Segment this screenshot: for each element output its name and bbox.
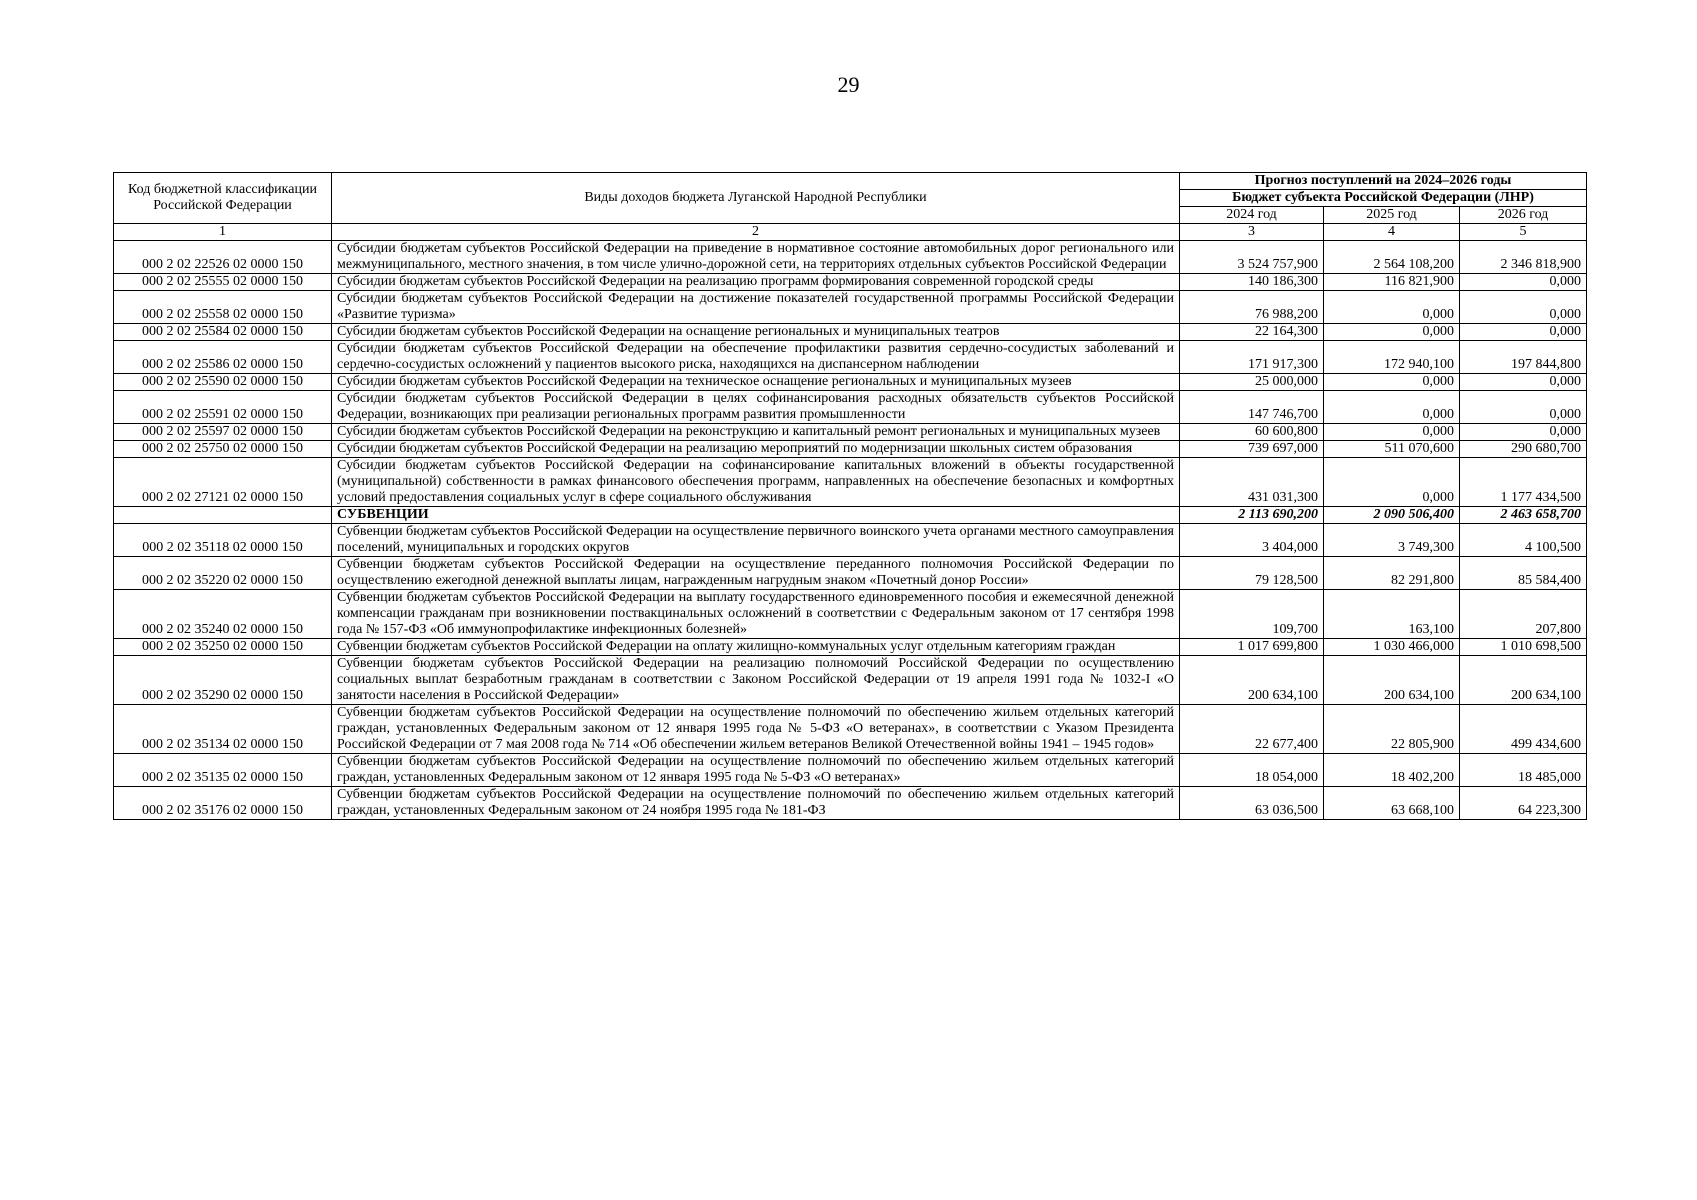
budget-code-cell: 000 2 02 35176 02 0000 150	[114, 787, 332, 820]
value-2025-cell: 0,000	[1324, 424, 1460, 441]
value-2025-cell: 163,100	[1324, 590, 1460, 639]
column-number: 1	[114, 224, 332, 241]
value-2025-cell: 2 564 108,200	[1324, 241, 1460, 274]
revenue-description-cell: Субсидии бюджетам субъектов Российской Федерации на оснащение региональных и муниципальных театров	[332, 324, 1180, 341]
table-row	[114, 787, 1587, 820]
header-year-2025: 2025 год	[1324, 207, 1460, 224]
revenue-description-cell: Субсидии бюджетам субъектов Российской Федерации на обеспечение профилактики развития сердечно-сосудистых заболеваний и сердечно-сосудистых осложнений у пациентов высокого риска, находящихся на диспансерном наблюдении	[332, 341, 1180, 374]
table-row	[114, 557, 1587, 590]
value-2024-cell: 18 054,000	[1180, 754, 1324, 787]
value-2025-cell: 18 402,200	[1324, 754, 1460, 787]
header-year-2024: 2024 год	[1180, 207, 1324, 224]
value-2025-cell: 200 634,100	[1324, 656, 1460, 705]
header-code: Код бюджетной классификации Российской Федерации	[114, 173, 332, 224]
header-budget: Бюджет субъекта Российской Федерации (ЛНР)	[1180, 190, 1587, 207]
page-number: 29	[837, 72, 860, 97]
revenue-description-cell: Субсидии бюджетам субъектов Российской Федерации на приведение в нормативное состояние автомобильных дорог регионального или межмуниципального, местного значения, в том числе улично-дорожной сети, на территориях отдельных субъектов Российской Федерации	[332, 241, 1180, 274]
value-2026-cell: 0,000	[1460, 424, 1587, 441]
table-row	[114, 241, 1587, 274]
table-row	[114, 590, 1587, 639]
value-2026-cell: 4 100,500	[1460, 524, 1587, 557]
value-2024-cell: 79 128,500	[1180, 557, 1324, 590]
revenue-description-cell: Субсидии бюджетам субъектов Российской Федерации на реализацию мероприятий по модернизации школьных систем образования	[332, 441, 1180, 458]
section-row	[114, 507, 1587, 524]
table-row	[114, 754, 1587, 787]
value-2026-cell: 207,800	[1460, 590, 1587, 639]
revenue-description-cell: Субвенции бюджетам субъектов Российской Федерации на осуществление полномочий по обеспечению жильем отдельных категорий граждан, установленных Федеральным законом от 24 ноября 1995 года № 181-ФЗ	[332, 787, 1180, 820]
value-2025-cell: 82 291,800	[1324, 557, 1460, 590]
table-row	[114, 441, 1587, 458]
budget-revenue-table	[113, 172, 1587, 820]
budget-code-cell: 000 2 02 25590 02 0000 150	[114, 374, 332, 391]
budget-code-cell: 000 2 02 35134 02 0000 150	[114, 705, 332, 754]
value-2026-cell: 0,000	[1460, 374, 1587, 391]
value-2024-cell: 140 186,300	[1180, 274, 1324, 291]
value-2024-cell: 1 017 699,800	[1180, 639, 1324, 656]
value-2025-cell: 3 749,300	[1324, 524, 1460, 557]
table-row	[114, 524, 1587, 557]
table-row	[114, 391, 1587, 424]
revenue-description-cell: Субсидии бюджетам субъектов Российской Федерации на софинансирование капитальных вложений в объекты государственной (муниципальной) собственности в рамках финансового обеспечения программ, направленных на обеспечение безопасных и комфортных условий предоставления социальных услуг в сфере социального обслуживания	[332, 458, 1180, 507]
value-2026-cell: 1 010 698,500	[1460, 639, 1587, 656]
table-row	[114, 639, 1587, 656]
budget-code-cell: 000 2 02 25584 02 0000 150	[114, 324, 332, 341]
value-2026-cell: 2 346 818,900	[1460, 241, 1587, 274]
header-year-2026: 2026 год	[1460, 207, 1587, 224]
budget-code-cell: 000 2 02 25750 02 0000 150	[114, 441, 332, 458]
value-2024-cell: 147 746,700	[1180, 391, 1324, 424]
budget-code-cell: 000 2 02 35118 02 0000 150	[114, 524, 332, 557]
header-revenue-type: Виды доходов бюджета Луганской Народной Республики	[332, 173, 1180, 224]
value-2024-cell: 431 031,300	[1180, 458, 1324, 507]
value-2026-cell: 0,000	[1460, 291, 1587, 324]
value-2025-cell: 0,000	[1324, 391, 1460, 424]
revenue-description-cell: Субвенции бюджетам субъектов Российской Федерации на оплату жилищно-коммунальных услуг отдельным категориям граждан	[332, 639, 1180, 656]
column-number: 2	[332, 224, 1180, 241]
table-row	[114, 341, 1587, 374]
header-forecast: Прогноз поступлений на 2024–2026 годы	[1180, 173, 1587, 190]
value-2024-cell: 739 697,000	[1180, 441, 1324, 458]
value-2026-cell: 197 844,800	[1460, 341, 1587, 374]
value-2026-cell: 0,000	[1460, 274, 1587, 291]
table-row	[114, 458, 1587, 507]
table-body	[114, 241, 1587, 820]
revenue-description-cell: Субвенции бюджетам субъектов Российской Федерации на реализацию полномочий Российской Федерации по осуществлению социальных выплат безработным гражданам в соответствии с Законом Российской Федерации от 19 апреля 1991 года № 1032-I «О занятости населения в Российской Федерации»	[332, 656, 1180, 705]
revenue-description-cell: Субвенции бюджетам субъектов Российской Федерации на выплату государственного единовременного пособия и ежемесячной денежной компенсации гражданам при возникновении поствакцинальных осложнений в соответствии с Федеральным законом от 17 сентября 1998 года № 157-ФЗ «Об иммунопрофилактике инфекционных болезней»	[332, 590, 1180, 639]
revenue-description-cell: Субсидии бюджетам субъектов Российской Федерации в целях софинансирования расходных обязательств субъектов Российской Федерации, возникающих при реализации региональных программ развития промышленности	[332, 391, 1180, 424]
value-2026-cell: 64 223,300	[1460, 787, 1587, 820]
table-row	[114, 705, 1587, 754]
revenue-description-cell: СУБВЕНЦИИ	[332, 507, 1180, 524]
table-row	[114, 324, 1587, 341]
value-2026-cell: 1 177 434,500	[1460, 458, 1587, 507]
value-2025-cell: 0,000	[1324, 374, 1460, 391]
value-2024-cell: 109,700	[1180, 590, 1324, 639]
value-2024-cell: 2 113 690,200	[1180, 507, 1324, 524]
value-2024-cell: 63 036,500	[1180, 787, 1324, 820]
budget-code-cell: 000 2 02 25597 02 0000 150	[114, 424, 332, 441]
column-number: 3	[1180, 224, 1324, 241]
value-2025-cell: 0,000	[1324, 291, 1460, 324]
table-row	[114, 424, 1587, 441]
budget-code-cell: 000 2 02 35220 02 0000 150	[114, 557, 332, 590]
value-2025-cell: 63 668,100	[1324, 787, 1460, 820]
value-2025-cell: 0,000	[1324, 458, 1460, 507]
budget-code-cell: 000 2 02 25555 02 0000 150	[114, 274, 332, 291]
value-2025-cell: 511 070,600	[1324, 441, 1460, 458]
value-2024-cell: 171 917,300	[1180, 341, 1324, 374]
value-2026-cell: 85 584,400	[1460, 557, 1587, 590]
value-2026-cell: 499 434,600	[1460, 705, 1587, 754]
column-number-row	[114, 224, 1587, 241]
value-2025-cell: 1 030 466,000	[1324, 639, 1460, 656]
value-2024-cell: 25 000,000	[1180, 374, 1324, 391]
budget-code-cell: 000 2 02 27121 02 0000 150	[114, 458, 332, 507]
table-row	[114, 291, 1587, 324]
revenue-description-cell: Субвенции бюджетам субъектов Российской Федерации на осуществление полномочий по обеспечению жильем отдельных категорий граждан, установленных Федеральным законом от 12 января 1995 года № 5-ФЗ «О ветеранах»	[332, 754, 1180, 787]
value-2024-cell: 3 404,000	[1180, 524, 1324, 557]
revenue-description-cell: Субсидии бюджетам субъектов Российской Федерации на реализацию программ формирования современной городской среды	[332, 274, 1180, 291]
value-2025-cell: 172 940,100	[1324, 341, 1460, 374]
value-2024-cell: 200 634,100	[1180, 656, 1324, 705]
value-2026-cell: 200 634,100	[1460, 656, 1587, 705]
budget-code-cell: 000 2 02 25591 02 0000 150	[114, 391, 332, 424]
value-2026-cell: 18 485,000	[1460, 754, 1587, 787]
column-number: 5	[1460, 224, 1587, 241]
revenue-description-cell: Субсидии бюджетам субъектов Российской Федерации на реконструкцию и капитальный ремонт региональных и муниципальных музеев	[332, 424, 1180, 441]
value-2025-cell: 116 821,900	[1324, 274, 1460, 291]
value-2026-cell: 0,000	[1460, 391, 1587, 424]
table-row	[114, 656, 1587, 705]
revenue-description-cell: Субвенции бюджетам субъектов Российской Федерации на осуществление полномочий по обеспечению жильем отдельных категорий граждан, установленных Федеральным законом от 12 января 1995 года № 5-ФЗ «О ветеранах», в соответствии с Указом Президента Российской Федерации от 7 мая 2008 года № 714 «Об обеспечении жильем ветеранов Великой Отечественной войны 1941 – 1945 годов»	[332, 705, 1180, 754]
budget-code-cell: 000 2 02 22526 02 0000 150	[114, 241, 332, 274]
value-2024-cell: 76 988,200	[1180, 291, 1324, 324]
value-2025-cell: 2 090 506,400	[1324, 507, 1460, 524]
budget-code-cell: 000 2 02 35250 02 0000 150	[114, 639, 332, 656]
value-2025-cell: 22 805,900	[1324, 705, 1460, 754]
column-number: 4	[1324, 224, 1460, 241]
budget-code-cell: 000 2 02 35290 02 0000 150	[114, 656, 332, 705]
value-2024-cell: 3 524 757,900	[1180, 241, 1324, 274]
budget-code-cell: 000 2 02 25586 02 0000 150	[114, 341, 332, 374]
value-2024-cell: 22 164,300	[1180, 324, 1324, 341]
revenue-description-cell: Субсидии бюджетам субъектов Российской Федерации на достижение показателей государственной программы Российской Федерации «Развитие туризма»	[332, 291, 1180, 324]
value-2026-cell: 2 463 658,700	[1460, 507, 1587, 524]
budget-code-cell: 000 2 02 25558 02 0000 150	[114, 291, 332, 324]
revenue-description-cell: Субсидии бюджетам субъектов Российской Федерации на техническое оснащение региональных и муниципальных музеев	[332, 374, 1180, 391]
table-header	[114, 173, 1587, 241]
value-2026-cell: 0,000	[1460, 324, 1587, 341]
table-row	[114, 374, 1587, 391]
table-row	[114, 274, 1587, 291]
value-2024-cell: 60 600,800	[1180, 424, 1324, 441]
value-2024-cell: 22 677,400	[1180, 705, 1324, 754]
budget-code-cell	[114, 507, 332, 524]
revenue-description-cell: Субвенции бюджетам субъектов Российской Федерации на осуществление переданного полномочия Российской Федерации по осуществлению ежегодной денежной выплаты лицам, награжденным нагрудным знаком «Почетный донор России»	[332, 557, 1180, 590]
budget-code-cell: 000 2 02 35135 02 0000 150	[114, 754, 332, 787]
value-2025-cell: 0,000	[1324, 324, 1460, 341]
revenue-description-cell: Субвенции бюджетам субъектов Российской Федерации на осуществление первичного воинского учета органами местного самоуправления поселений, муниципальных и городских округов	[332, 524, 1180, 557]
budget-code-cell: 000 2 02 35240 02 0000 150	[114, 590, 332, 639]
value-2026-cell: 290 680,700	[1460, 441, 1587, 458]
